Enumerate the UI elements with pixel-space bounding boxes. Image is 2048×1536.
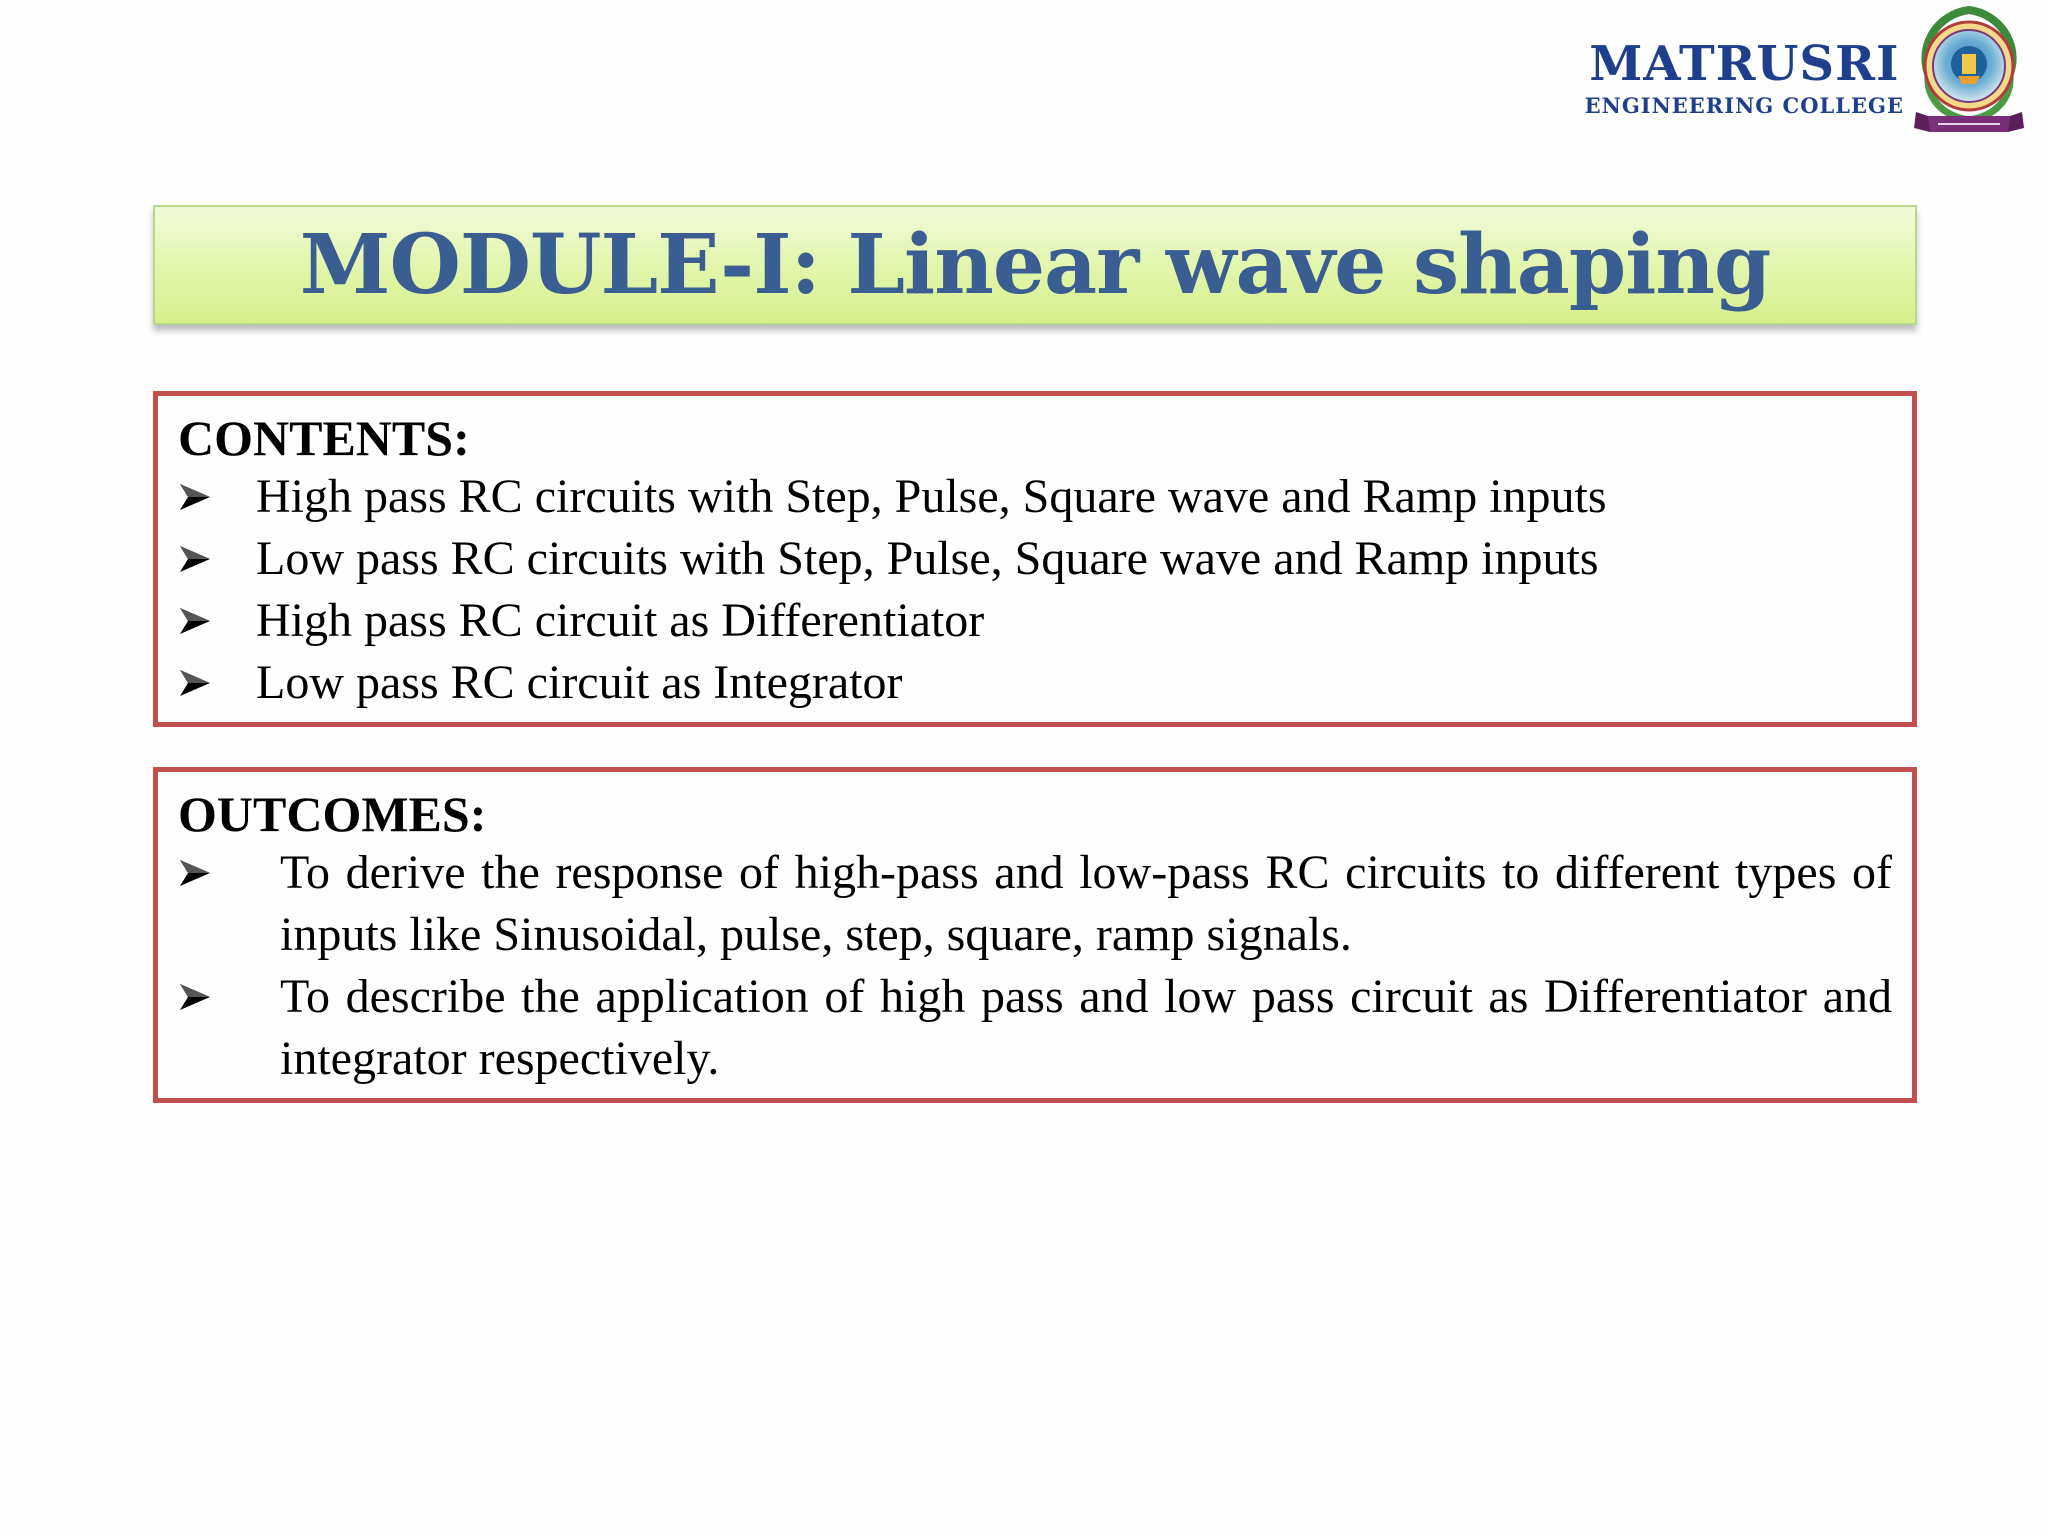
list-item bbox=[178, 590, 1892, 652]
slide-title: MODULE-I: Linear wave shaping bbox=[299, 217, 1771, 313]
outcomes-heading: OUTCOMES: bbox=[178, 786, 487, 842]
contents-box bbox=[153, 391, 1917, 727]
arrowhead-bullet-icon bbox=[178, 652, 256, 714]
college-subtitle: ENGINEERING COLLEGE bbox=[1584, 93, 1904, 118]
college-logo bbox=[1584, 36, 2030, 146]
contents-item-text: Low pass RC circuits with Step, Pulse, Square wave and Ramp inputs bbox=[256, 532, 1599, 585]
arrowhead-bullet-icon bbox=[178, 528, 256, 590]
contents-heading: CONTENTS: bbox=[178, 410, 470, 466]
college-name: MATRUSRI bbox=[1589, 36, 1900, 92]
arrowhead-bullet-icon bbox=[178, 842, 280, 904]
outcomes-list bbox=[178, 842, 1892, 1090]
outcomes-item-text: To derive the response of high-pass and low-pass RC circuits to different types of inputs like Sinusoidal, pulse, step, square, ramp signals. bbox=[280, 846, 1892, 961]
contents-item-text: Low pass RC circuit as Integrator bbox=[256, 656, 903, 709]
outcomes-box bbox=[153, 767, 1917, 1103]
contents-list bbox=[178, 466, 1892, 714]
arrowhead-bullet-icon bbox=[178, 590, 256, 652]
list-item bbox=[178, 466, 1892, 528]
contents-item-text: High pass RC circuit as Differentiator bbox=[256, 594, 985, 647]
arrowhead-bullet-icon bbox=[178, 466, 256, 528]
list-item bbox=[178, 842, 1892, 966]
list-item bbox=[178, 652, 1892, 714]
outcomes-item-text: To describe the application of high pass and low pass circuit as Differentiator and integrator respectively. bbox=[280, 970, 1892, 1085]
list-item bbox=[178, 966, 1892, 1090]
list-item bbox=[178, 528, 1892, 590]
contents-item-text: High pass RC circuits with Step, Pulse, Square wave and Ramp inputs bbox=[256, 470, 1607, 523]
slide-title-banner bbox=[153, 205, 1917, 325]
college-wordmark bbox=[1585, 36, 1904, 120]
arrowhead-bullet-icon bbox=[178, 966, 280, 1028]
college-seal-icon bbox=[1908, 4, 2030, 146]
